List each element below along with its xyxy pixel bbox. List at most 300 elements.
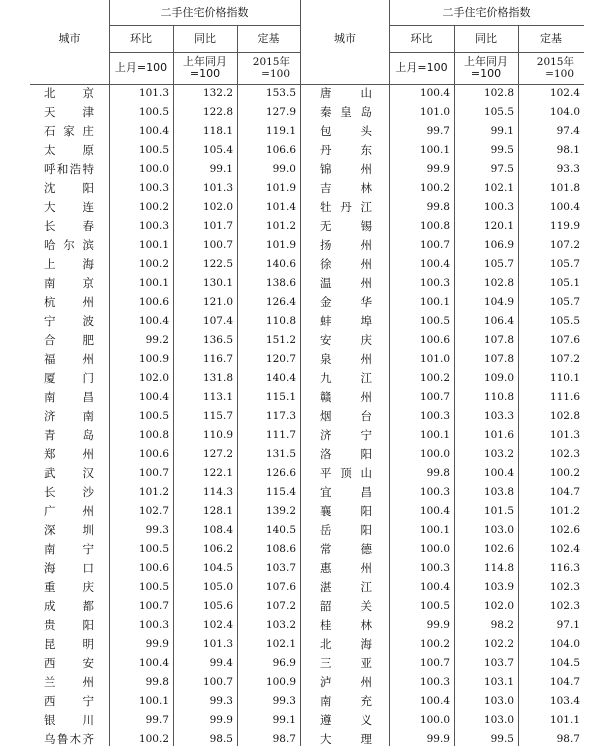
table-row xyxy=(30,179,584,198)
city-name: 襄 阳 xyxy=(320,504,372,518)
yoy-value: 130.1 xyxy=(202,277,233,289)
base-value: 103.4 xyxy=(549,695,580,707)
base-value: 102.4 xyxy=(549,87,580,99)
mom-value: 100.1 xyxy=(419,524,450,536)
table-row xyxy=(30,274,584,293)
table-row xyxy=(30,673,584,692)
mom-value: 100.6 xyxy=(138,562,169,574)
yoy-value: 104.9 xyxy=(483,296,514,308)
base-value: 104.5 xyxy=(549,657,580,669)
city-name: 南 充 xyxy=(320,694,372,708)
table-row xyxy=(30,654,584,673)
mom-value: 100.3 xyxy=(419,562,450,574)
table-row xyxy=(30,198,584,217)
table-row xyxy=(30,350,584,369)
city-column-header: 城市 xyxy=(58,32,81,45)
city-name: 沈 阳 xyxy=(44,181,94,195)
mom-base-note: 上月=100 xyxy=(114,61,168,74)
base-value: 104.7 xyxy=(549,676,580,688)
mom-value: 100.3 xyxy=(419,486,450,498)
city-name: 南 昌 xyxy=(44,390,94,404)
fixed-base-note: 2015年=100 xyxy=(536,56,574,80)
table-row xyxy=(30,255,584,274)
mom-value: 100.1 xyxy=(419,296,450,308)
base-value: 102.6 xyxy=(549,524,580,536)
base-value: 98.7 xyxy=(556,733,580,745)
base-value: 115.4 xyxy=(265,486,296,498)
city-name: 牡丹江 xyxy=(320,200,372,214)
table-row xyxy=(30,407,584,426)
base-value: 102.1 xyxy=(265,638,296,650)
table-row xyxy=(30,540,584,559)
city-name: 岳 阳 xyxy=(320,523,372,537)
city-name: 上 海 xyxy=(44,257,94,271)
yoy-value: 110.8 xyxy=(483,391,514,403)
yoy-value: 99.9 xyxy=(209,714,233,726)
mom-value: 101.2 xyxy=(138,486,169,498)
base-value: 115.1 xyxy=(265,391,296,403)
mom-value: 100.6 xyxy=(138,296,169,308)
table-row xyxy=(30,217,584,236)
base-value: 107.6 xyxy=(549,334,580,346)
table-row xyxy=(30,160,584,179)
yoy-base-note: 上年同月=100 xyxy=(464,55,508,80)
base-value: 126.4 xyxy=(265,296,296,308)
yoy-value: 136.5 xyxy=(202,334,233,346)
base-value: 111.7 xyxy=(265,429,296,441)
base-value: 105.1 xyxy=(549,277,580,289)
mom-value: 100.5 xyxy=(138,410,169,422)
city-name: 泉 州 xyxy=(320,352,372,366)
table-row xyxy=(30,84,584,103)
base-value: 102.3 xyxy=(549,600,580,612)
city-name: 深 圳 xyxy=(44,523,94,537)
mom-value: 100.8 xyxy=(419,220,450,232)
table-row xyxy=(30,521,584,540)
base-value: 100.4 xyxy=(549,201,580,213)
city-name: 桂 林 xyxy=(320,618,372,632)
base-value: 102.3 xyxy=(549,448,580,460)
city-name: 韶 关 xyxy=(320,599,372,613)
mom-value: 100.6 xyxy=(419,334,450,346)
table-body xyxy=(30,84,584,749)
mom-value: 100.9 xyxy=(138,353,169,365)
city-name: 重 庆 xyxy=(44,580,94,594)
mom-value: 100.1 xyxy=(138,277,169,289)
mom-value: 100.2 xyxy=(419,638,450,650)
city-name: 西 宁 xyxy=(44,694,94,708)
base-value: 107.2 xyxy=(265,600,296,612)
city-name: 石家庄 xyxy=(44,124,94,138)
mom-value: 100.2 xyxy=(138,258,169,270)
yoy-value: 113.1 xyxy=(202,391,233,403)
yoy-base-note: 上年同月=100 xyxy=(183,55,227,80)
city-name: 宜 昌 xyxy=(320,485,372,499)
row-divider xyxy=(389,25,584,26)
table-row xyxy=(30,597,584,616)
base-value: 104.0 xyxy=(549,638,580,650)
city-name: 烟 台 xyxy=(320,409,372,423)
mom-value: 100.1 xyxy=(419,144,450,156)
base-value: 101.8 xyxy=(549,182,580,194)
yoy-value: 101.3 xyxy=(202,638,233,650)
yoy-value: 114.3 xyxy=(202,486,233,498)
mom-value: 100.2 xyxy=(138,201,169,213)
yoy-value: 99.5 xyxy=(490,144,514,156)
yoy-value: 102.6 xyxy=(483,543,514,555)
table-row xyxy=(30,711,584,730)
yoy-header: 同比 xyxy=(475,31,497,45)
base-value: 103.2 xyxy=(265,619,296,631)
base-value: 116.3 xyxy=(549,562,580,574)
mom-value: 100.3 xyxy=(419,676,450,688)
base-value: 105.7 xyxy=(549,258,580,270)
mom-value: 100.1 xyxy=(138,695,169,707)
base-value: 103.7 xyxy=(265,562,296,574)
mom-value: 100.4 xyxy=(419,695,450,707)
city-name: 兰 州 xyxy=(44,675,94,689)
row-divider xyxy=(389,52,584,53)
city-name: 洛 阳 xyxy=(320,447,372,461)
city-name: 湛 江 xyxy=(320,580,372,594)
city-name: 丹 东 xyxy=(320,143,372,157)
mom-header: 环比 xyxy=(130,31,152,45)
yoy-value: 99.1 xyxy=(490,125,514,137)
table-row xyxy=(30,122,584,141)
city-name: 宁 波 xyxy=(44,314,94,328)
base-value: 102.3 xyxy=(549,581,580,593)
mom-value: 101.3 xyxy=(138,87,169,99)
yoy-value: 127.2 xyxy=(202,448,233,460)
yoy-value: 102.2 xyxy=(483,638,514,650)
yoy-value: 99.4 xyxy=(209,657,233,669)
mom-value: 99.9 xyxy=(145,638,169,650)
mom-value: 99.2 xyxy=(145,334,169,346)
index-group-header: 二手住宅价格指数 xyxy=(442,5,531,19)
yoy-value: 105.7 xyxy=(483,258,514,270)
mom-value: 100.3 xyxy=(138,619,169,631)
mom-value: 100.5 xyxy=(419,600,450,612)
table-row xyxy=(30,312,584,331)
city-name: 郑 州 xyxy=(44,447,94,461)
yoy-value: 103.3 xyxy=(483,410,514,422)
city-name: 平顶山 xyxy=(320,466,372,480)
table-row xyxy=(30,445,584,464)
base-value: 100.9 xyxy=(265,676,296,688)
mom-value: 99.7 xyxy=(426,125,450,137)
mom-value: 100.5 xyxy=(138,144,169,156)
base-value: 102.8 xyxy=(549,410,580,422)
base-header: 定基 xyxy=(257,31,280,45)
city-name: 蚌 埠 xyxy=(320,314,372,328)
yoy-value: 98.2 xyxy=(490,619,514,631)
base-value: 96.9 xyxy=(272,657,296,669)
yoy-value: 115.7 xyxy=(202,410,233,422)
base-value: 119.9 xyxy=(549,220,580,232)
yoy-value: 103.2 xyxy=(483,448,514,460)
yoy-value: 102.0 xyxy=(483,600,514,612)
mom-value: 100.7 xyxy=(419,657,450,669)
city-name: 广 州 xyxy=(44,504,94,518)
mom-value: 100.0 xyxy=(419,543,450,555)
yoy-value: 103.8 xyxy=(483,486,514,498)
yoy-value: 103.0 xyxy=(483,524,514,536)
base-value: 131.5 xyxy=(265,448,296,460)
mom-value: 100.3 xyxy=(419,410,450,422)
city-name: 太 原 xyxy=(44,143,94,157)
table-row xyxy=(30,692,584,711)
city-name: 乌鲁木齐 xyxy=(44,732,94,746)
city-name: 成 都 xyxy=(44,599,94,613)
table-row xyxy=(30,388,584,407)
table-row xyxy=(30,483,584,502)
yoy-value: 102.0 xyxy=(202,201,233,213)
city-name: 武 汉 xyxy=(44,466,94,480)
base-value: 140.4 xyxy=(265,372,296,384)
base-value: 107.2 xyxy=(549,353,580,365)
city-name: 贵 阳 xyxy=(44,618,94,632)
city-name: 厦 门 xyxy=(44,371,94,385)
mom-base-note: 上月=100 xyxy=(395,61,448,74)
city-name: 昆 明 xyxy=(44,637,94,651)
mom-value: 100.7 xyxy=(138,600,169,612)
base-header: 定基 xyxy=(540,31,562,45)
base-value: 105.7 xyxy=(549,296,580,308)
mom-value: 100.4 xyxy=(138,657,169,669)
mom-value: 99.7 xyxy=(145,714,169,726)
table-row xyxy=(30,502,584,521)
city-name: 哈尔滨 xyxy=(44,238,94,252)
yoy-value: 103.1 xyxy=(483,676,514,688)
city-name: 泸 州 xyxy=(320,675,372,689)
base-value: 126.6 xyxy=(265,467,296,479)
base-value: 153.5 xyxy=(265,87,296,99)
city-name: 锦 州 xyxy=(320,162,372,176)
yoy-value: 101.3 xyxy=(202,182,233,194)
yoy-value: 118.1 xyxy=(202,125,233,137)
table-row xyxy=(30,464,584,483)
yoy-value: 128.1 xyxy=(202,505,233,517)
yoy-value: 102.4 xyxy=(202,619,233,631)
table-row xyxy=(30,103,584,122)
city-name: 海 口 xyxy=(44,561,94,575)
city-name: 西 安 xyxy=(44,656,94,670)
yoy-value: 122.8 xyxy=(202,106,233,118)
yoy-value: 122.1 xyxy=(202,467,233,479)
city-name: 九 江 xyxy=(320,371,372,385)
table-row xyxy=(30,616,584,635)
yoy-value: 99.3 xyxy=(209,695,233,707)
city-name: 无 锡 xyxy=(320,219,372,233)
city-name: 济 南 xyxy=(44,409,94,423)
base-value: 110.1 xyxy=(549,372,580,384)
row-divider xyxy=(109,25,300,26)
mom-value: 99.8 xyxy=(145,676,169,688)
table-row xyxy=(30,369,584,388)
yoy-value: 109.0 xyxy=(483,372,514,384)
mom-value: 100.1 xyxy=(419,429,450,441)
table-row xyxy=(30,293,584,312)
yoy-value: 107.8 xyxy=(483,353,514,365)
city-name: 大 理 xyxy=(320,732,372,746)
yoy-value: 105.4 xyxy=(202,144,233,156)
base-value: 120.7 xyxy=(265,353,296,365)
mom-value: 99.9 xyxy=(426,619,450,631)
yoy-value: 106.9 xyxy=(483,239,514,251)
yoy-value: 122.5 xyxy=(202,258,233,270)
base-value: 101.9 xyxy=(265,239,296,251)
yoy-value: 103.7 xyxy=(483,657,514,669)
yoy-value: 107.4 xyxy=(202,315,233,327)
yoy-value: 102.1 xyxy=(483,182,514,194)
base-value: 117.3 xyxy=(265,410,296,422)
city-name: 徐 州 xyxy=(320,257,372,271)
yoy-value: 100.3 xyxy=(483,201,514,213)
table-row xyxy=(30,578,584,597)
table-row xyxy=(30,635,584,654)
city-name: 北 京 xyxy=(44,86,94,100)
city-name: 银 川 xyxy=(44,713,94,727)
base-value: 127.9 xyxy=(265,106,296,118)
city-name: 北 海 xyxy=(320,637,372,651)
mom-value: 100.4 xyxy=(138,391,169,403)
mom-value: 100.5 xyxy=(419,315,450,327)
yoy-header: 同比 xyxy=(194,31,216,45)
mom-value: 101.0 xyxy=(419,353,450,365)
base-value: 107.2 xyxy=(549,239,580,251)
mom-value: 100.4 xyxy=(138,315,169,327)
city-name: 南 京 xyxy=(44,276,94,290)
base-value: 110.8 xyxy=(265,315,296,327)
table-row xyxy=(30,331,584,350)
table-row xyxy=(30,426,584,445)
yoy-value: 102.8 xyxy=(483,87,514,99)
mom-value: 99.8 xyxy=(426,467,450,479)
base-value: 97.1 xyxy=(556,619,580,631)
city-name: 杭 州 xyxy=(44,295,94,309)
mom-value: 99.3 xyxy=(145,524,169,536)
city-name: 合 肥 xyxy=(44,333,94,347)
city-name: 南 宁 xyxy=(44,542,94,556)
mom-value: 100.4 xyxy=(419,581,450,593)
city-name: 扬 州 xyxy=(320,238,372,252)
base-value: 119.1 xyxy=(265,125,296,137)
base-value: 139.2 xyxy=(265,505,296,517)
city-name: 吉 林 xyxy=(320,181,372,195)
city-name: 安 庆 xyxy=(320,333,372,347)
mom-value: 100.3 xyxy=(419,277,450,289)
yoy-value: 114.8 xyxy=(483,562,514,574)
city-name: 福 州 xyxy=(44,352,94,366)
city-name: 济 宁 xyxy=(320,428,372,442)
base-value: 108.6 xyxy=(265,543,296,555)
city-name: 天 津 xyxy=(44,105,94,119)
yoy-value: 104.5 xyxy=(202,562,233,574)
base-value: 98.1 xyxy=(556,144,580,156)
mom-value: 100.5 xyxy=(138,543,169,555)
yoy-value: 103.9 xyxy=(483,581,514,593)
base-value: 102.4 xyxy=(549,543,580,555)
yoy-value: 99.5 xyxy=(490,733,514,745)
base-value: 138.6 xyxy=(265,277,296,289)
table-row xyxy=(30,559,584,578)
base-value: 99.3 xyxy=(272,695,296,707)
row-divider xyxy=(109,52,300,53)
mom-value: 100.4 xyxy=(419,87,450,99)
base-value: 98.7 xyxy=(272,733,296,745)
city-name: 青 岛 xyxy=(44,428,94,442)
city-name: 长 沙 xyxy=(44,485,94,499)
city-name: 遵 义 xyxy=(320,713,372,727)
yoy-value: 120.1 xyxy=(483,220,514,232)
city-name: 赣 州 xyxy=(320,390,372,404)
fixed-base-note: 2015年=100 xyxy=(252,56,290,80)
yoy-value: 100.7 xyxy=(202,239,233,251)
mom-value: 102.0 xyxy=(138,372,169,384)
yoy-value: 132.2 xyxy=(202,87,233,99)
base-value: 101.4 xyxy=(265,201,296,213)
yoy-value: 101.6 xyxy=(483,429,514,441)
base-value: 151.2 xyxy=(265,334,296,346)
base-value: 140.6 xyxy=(265,258,296,270)
mom-value: 100.4 xyxy=(419,258,450,270)
mom-value: 100.5 xyxy=(138,106,169,118)
mom-value: 100.0 xyxy=(419,714,450,726)
mom-value: 100.3 xyxy=(138,182,169,194)
base-value: 104.7 xyxy=(549,486,580,498)
table-row xyxy=(30,141,584,160)
base-value: 101.9 xyxy=(265,182,296,194)
yoy-value: 100.7 xyxy=(202,676,233,688)
mom-value: 100.7 xyxy=(138,467,169,479)
city-name: 唐 山 xyxy=(320,86,372,100)
city-name: 温 州 xyxy=(320,276,372,290)
mom-value: 100.7 xyxy=(419,391,450,403)
table-row xyxy=(30,236,584,255)
mom-value: 100.2 xyxy=(419,182,450,194)
base-value: 101.2 xyxy=(265,220,296,232)
price-index-table xyxy=(30,0,584,746)
yoy-value: 97.5 xyxy=(490,163,514,175)
city-name: 包 头 xyxy=(320,124,372,138)
yoy-value: 131.8 xyxy=(202,372,233,384)
yoy-value: 105.6 xyxy=(202,600,233,612)
mom-value: 99.9 xyxy=(426,163,450,175)
mom-value: 100.2 xyxy=(138,733,169,745)
base-value: 99.0 xyxy=(272,163,296,175)
base-value: 111.6 xyxy=(549,391,580,403)
yoy-value: 99.1 xyxy=(209,163,233,175)
mom-value: 100.6 xyxy=(138,448,169,460)
yoy-value: 105.0 xyxy=(202,581,233,593)
mom-value: 99.8 xyxy=(426,201,450,213)
base-value: 101.3 xyxy=(549,429,580,441)
base-value: 107.6 xyxy=(265,581,296,593)
city-name: 常 德 xyxy=(320,542,372,556)
mom-value: 100.4 xyxy=(419,505,450,517)
yoy-value: 103.0 xyxy=(483,714,514,726)
city-name: 大 连 xyxy=(44,200,94,214)
city-name: 三 亚 xyxy=(320,656,372,670)
city-column-header: 城市 xyxy=(334,32,356,45)
base-value: 97.4 xyxy=(556,125,580,137)
base-value: 140.5 xyxy=(265,524,296,536)
mom-value: 100.3 xyxy=(138,220,169,232)
base-value: 105.5 xyxy=(549,315,580,327)
mom-value: 102.7 xyxy=(138,505,169,517)
yoy-value: 108.4 xyxy=(202,524,233,536)
mom-value: 100.0 xyxy=(419,448,450,460)
